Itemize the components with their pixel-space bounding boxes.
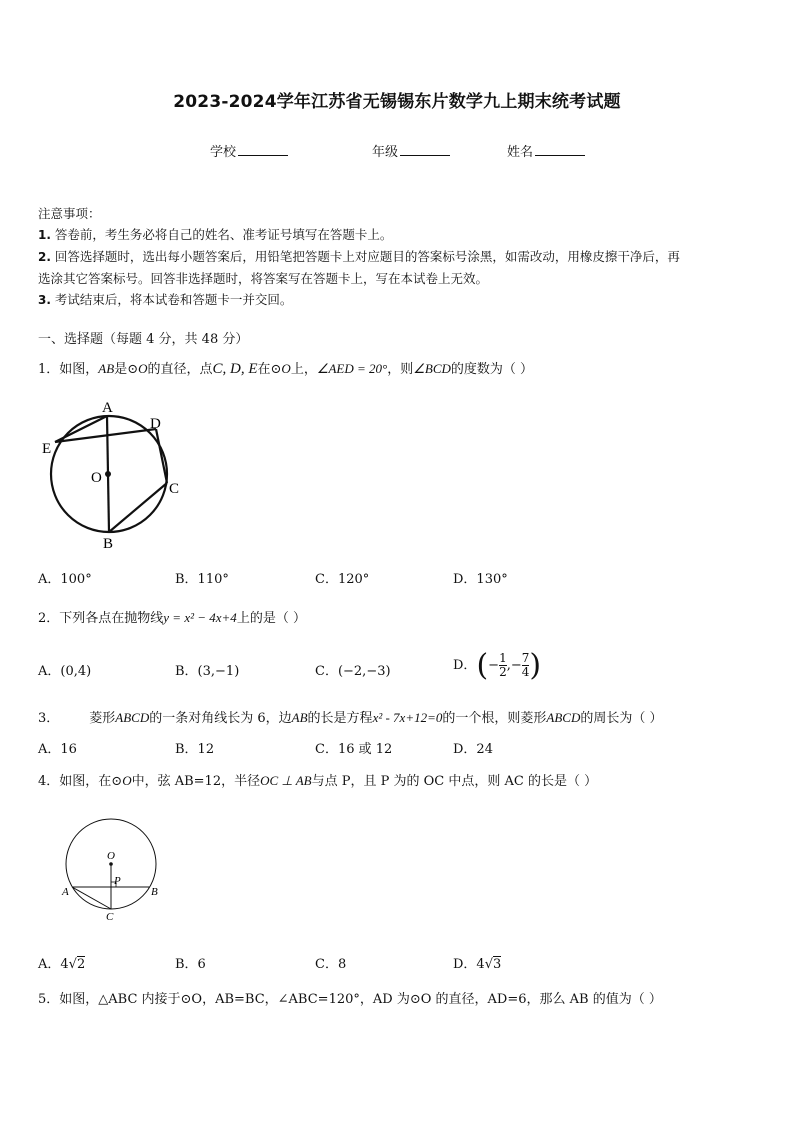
q4-label-o: O: [107, 850, 115, 862]
name-label: 姓名: [507, 145, 534, 160]
q1-option-c[interactable]: C．120°: [315, 572, 370, 587]
section-heading: 一、选择题（每题 4 分，共 48 分）: [38, 332, 249, 347]
q1-option-d[interactable]: D．130°: [453, 572, 508, 587]
q4-option-a[interactable]: A．4√2: [38, 957, 86, 972]
grade-blank: [400, 142, 450, 156]
q1-label-e: E: [42, 441, 52, 457]
q4-label-p: P: [114, 875, 121, 887]
q3-option-c[interactable]: C．16 或 12: [315, 742, 393, 757]
page-title: 2023-2024学年江苏省无锡锡东片数学九上期末统考试题: [173, 92, 621, 112]
q3-option-a[interactable]: A．16: [38, 742, 77, 757]
question-2: 2．下列各点在抛物线y = x² − 4x+4上的是（ ）: [38, 610, 306, 626]
question-3: 3． 菱形ABCD的一条对角线长为 6，边AB的长是方程x² - 7x+12=0的一个根，则菱形ABCD的周长为（ ）: [38, 710, 663, 726]
q4-label-a: A: [62, 886, 69, 898]
note-2-cont: 选涂其它答案标号。回答非选择题时，将答案写在答题卡上，写在本试卷上无效。: [38, 271, 489, 286]
note-1: 1. 答卷前，考生务必将自己的姓名、准考证号填写在答题卡上。: [38, 227, 393, 242]
q1-label-c: C: [169, 481, 180, 497]
q1-option-b[interactable]: B．110°: [175, 572, 229, 587]
q3-option-b[interactable]: B．12: [175, 742, 215, 757]
q2-fraction-2: $\frac{7}{4}$: [521, 651, 530, 679]
question-5: 5．如图，△ABC 内接于⊙O，AB=BC，∠ABC=120°，AD 为⊙O 的直径，AD=6，那么 AB 的值为（ ）: [38, 992, 662, 1007]
school-field: [210, 141, 288, 160]
notes-block: [38, 203, 758, 311]
q2-option-c[interactable]: C．(−2,−3): [315, 664, 391, 679]
grade-label: 年级: [372, 145, 399, 160]
q1-label-a: A: [102, 400, 113, 416]
q3-option-d[interactable]: D．24: [453, 742, 493, 757]
q4-option-b[interactable]: B．6: [175, 957, 206, 972]
q1-label-o: O: [91, 470, 102, 486]
q2-option-d[interactable]: D．(− $\frac{1}{2}$ ,− $\frac{7}{4}$ ): [453, 648, 542, 683]
q4-center-dot: [109, 862, 113, 866]
q1-figure: [38, 392, 188, 552]
grade-field: [372, 141, 450, 160]
q4-option-c[interactable]: C．8: [315, 957, 347, 972]
school-blank: [238, 142, 288, 156]
note-3: 3. 考试结束后，将本试卷和答题卡一并交回。: [38, 292, 293, 307]
note-2: 2. 回答选择题时，选出每小题答案后，用铅笔把答题卡上对应题目的答案标号涂黑，如需改动，用橡皮擦干净后，再: [38, 249, 680, 264]
notes-heading: 注意事项：: [38, 206, 101, 221]
q2-option-a[interactable]: A．(0,4): [38, 664, 92, 679]
q2-fraction-1: $\frac{1}{2}$: [499, 651, 507, 679]
q1-option-a[interactable]: A．100°: [38, 572, 92, 587]
q1-chord-dc: [156, 429, 167, 483]
q4-option-d[interactable]: D．4√3: [453, 957, 502, 972]
school-label: 学校: [210, 145, 237, 160]
q1-label-d: D: [150, 416, 161, 432]
q4-segment-ac: [72, 887, 111, 909]
q1-label-b: B: [103, 536, 114, 552]
q2-option-b[interactable]: B．(3,−1): [175, 664, 240, 679]
question-4: 4．如图，在⊙O中，弦 AB=12，半径OC ⊥ AB与点 P，且 P 为的 OC 中点，则 AC 的长是（ ）: [38, 773, 598, 789]
q4-label-c: C: [106, 911, 114, 923]
q4-figure: [58, 818, 173, 928]
q1-center-dot: [105, 471, 111, 477]
name-blank: [535, 142, 585, 156]
name-field: [507, 141, 585, 160]
q4-label-b: B: [151, 886, 158, 898]
question-1: 1．如图，AB是⊙O的直径，点C, D, E在⊙O上，∠AED = 20°，则∠BCD的度数为（ ）: [38, 361, 534, 377]
